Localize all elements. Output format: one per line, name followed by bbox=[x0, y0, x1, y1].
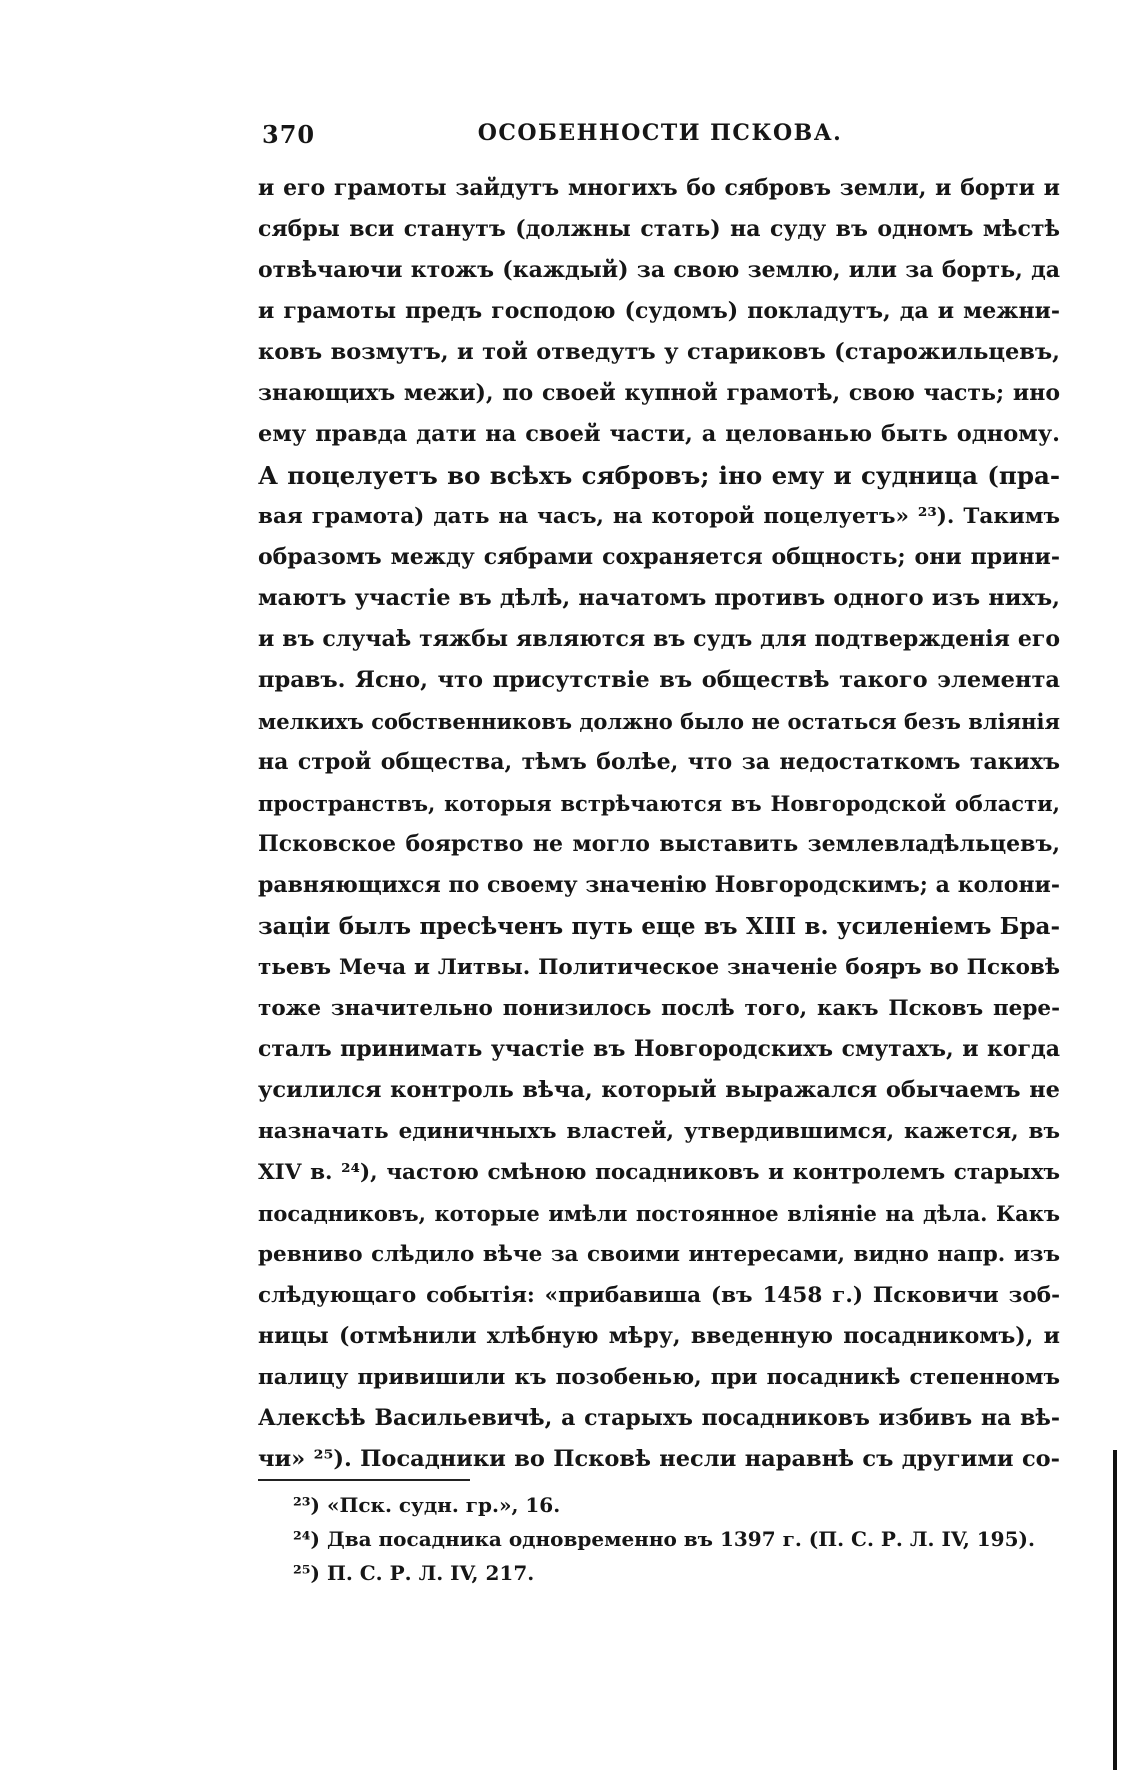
text-line: тоже значительно понизилось послѣ того, какъ Псковъ пере- bbox=[258, 996, 1060, 1021]
text-line: и грамоты предъ господою (судомъ) покладутъ, да и межни- bbox=[258, 298, 1060, 324]
text-line: ревниво слѣдило вѣче за своими интересами, видно напр. изъ bbox=[258, 1242, 1060, 1267]
text-line: правъ. Ясно, что присутствіе въ обществѣ такого элемента bbox=[258, 667, 1060, 693]
text-line: тьевъ Меча и Литвы. Политическое значеніе бояръ во Псковѣ bbox=[258, 955, 1060, 980]
footnote-23: ²³) «Пск. судн. гр.», 16. bbox=[293, 1493, 561, 1517]
text-line: Псковское боярство не могло выставить землевладѣльцевъ, bbox=[258, 831, 1060, 857]
text-line: образомъ между сябрами сохраняется общность; они прини- bbox=[258, 544, 1060, 570]
text-line: на строй общества, тѣмъ болѣе, что за недостаткомъ такихъ bbox=[258, 749, 1060, 775]
scan-edge-mark bbox=[1113, 1450, 1117, 1770]
footnote-25: ²⁵) П. С. Р. Л. IV, 217. bbox=[293, 1561, 535, 1585]
text-line: палицу привишили къ позобенью, при посадникѣ степенномъ bbox=[258, 1365, 1060, 1390]
running-title: ОСОБЕННОСТИ ПСКОВА. bbox=[477, 120, 843, 146]
page-number: 370 bbox=[262, 120, 316, 149]
text-line: ковъ возмутъ, и той отведутъ у стариковъ (старожильцевъ, bbox=[258, 339, 1060, 365]
body-text bbox=[258, 168, 1060, 1480]
text-line: Алексѣѣ Васильевичѣ, а старыхъ посадниковъ избивъ на вѣ- bbox=[258, 1405, 1060, 1431]
footnote-divider bbox=[258, 1479, 470, 1481]
text-line: посадниковъ, которые имѣли постоянное вліяніе на дѣла. Какъ bbox=[258, 1201, 1060, 1226]
text-line: равняющихся по своему значенію Новгородскимъ; а колони- bbox=[258, 872, 1060, 898]
text-line: мелкихъ собственниковъ должно было не остаться безъ вліянія bbox=[258, 709, 1060, 734]
text-line: XIV в. ²⁴), частою смѣною посадниковъ и контролемъ старыхъ bbox=[258, 1160, 1060, 1185]
text-line: и его грамоты зайдутъ многихъ бо сябровъ земли, и борти и bbox=[258, 175, 1060, 201]
text-line: ницы (отмѣнили хлѣбную мѣру, введенную посадникомъ), и bbox=[258, 1323, 1060, 1349]
page-header bbox=[262, 120, 1058, 154]
text-line: знающихъ межи), по своей купной грамотѣ, свою часть; ино bbox=[258, 380, 1060, 406]
text-line: ему правда дати на своей части, а целованью быть одному. bbox=[258, 421, 1060, 447]
footnote-24: ²⁴) Два посадника одновременно въ 1397 г. (П. С. Р. Л. IV, 195). bbox=[293, 1527, 1035, 1551]
text-line: назначать единичныхъ властей, утвердившимся, кажется, въ bbox=[258, 1119, 1060, 1144]
text-line: сталъ принимать участіе въ Новгородскихъ смутахъ, и когда bbox=[258, 1036, 1060, 1062]
text-line: вая грамота) дать на часъ, на которой поцелуетъ» ²³). Такимъ bbox=[258, 504, 1060, 529]
text-line: А поцелуетъ во всѣхъ сябровъ; іно ему и судница (пра- bbox=[258, 461, 1060, 490]
text-line: чи» ²⁵). Посадники во Псковѣ несли наравнѣ съ другими со- bbox=[258, 1446, 1060, 1472]
text-line: маютъ участіе въ дѣлѣ, начатомъ противъ одного изъ нихъ, bbox=[258, 585, 1060, 611]
text-line: и въ случаѣ тяжбы являются въ судъ для подтвержденія его bbox=[258, 626, 1060, 652]
text-line: усилился контроль вѣча, который выражался обычаемъ не bbox=[258, 1077, 1060, 1103]
text-line: пространствъ, которыя встрѣчаются въ Новгородской области, bbox=[258, 791, 1060, 816]
text-line: сябры вси станутъ (должны стать) на суду въ одномъ мѣстѣ bbox=[258, 216, 1060, 242]
footnotes bbox=[293, 1488, 1073, 1590]
text-line: отвѣчаючи ктожъ (каждый) за свою землю, или за борть, да bbox=[258, 257, 1060, 283]
text-line: слѣдующаго событія: «прибавиша (въ 1458 г.) Псковичи зоб- bbox=[258, 1283, 1060, 1308]
text-line: заціи былъ пресѣченъ путь еще въ XIII в. усиленіемъ Бра- bbox=[258, 913, 1060, 940]
